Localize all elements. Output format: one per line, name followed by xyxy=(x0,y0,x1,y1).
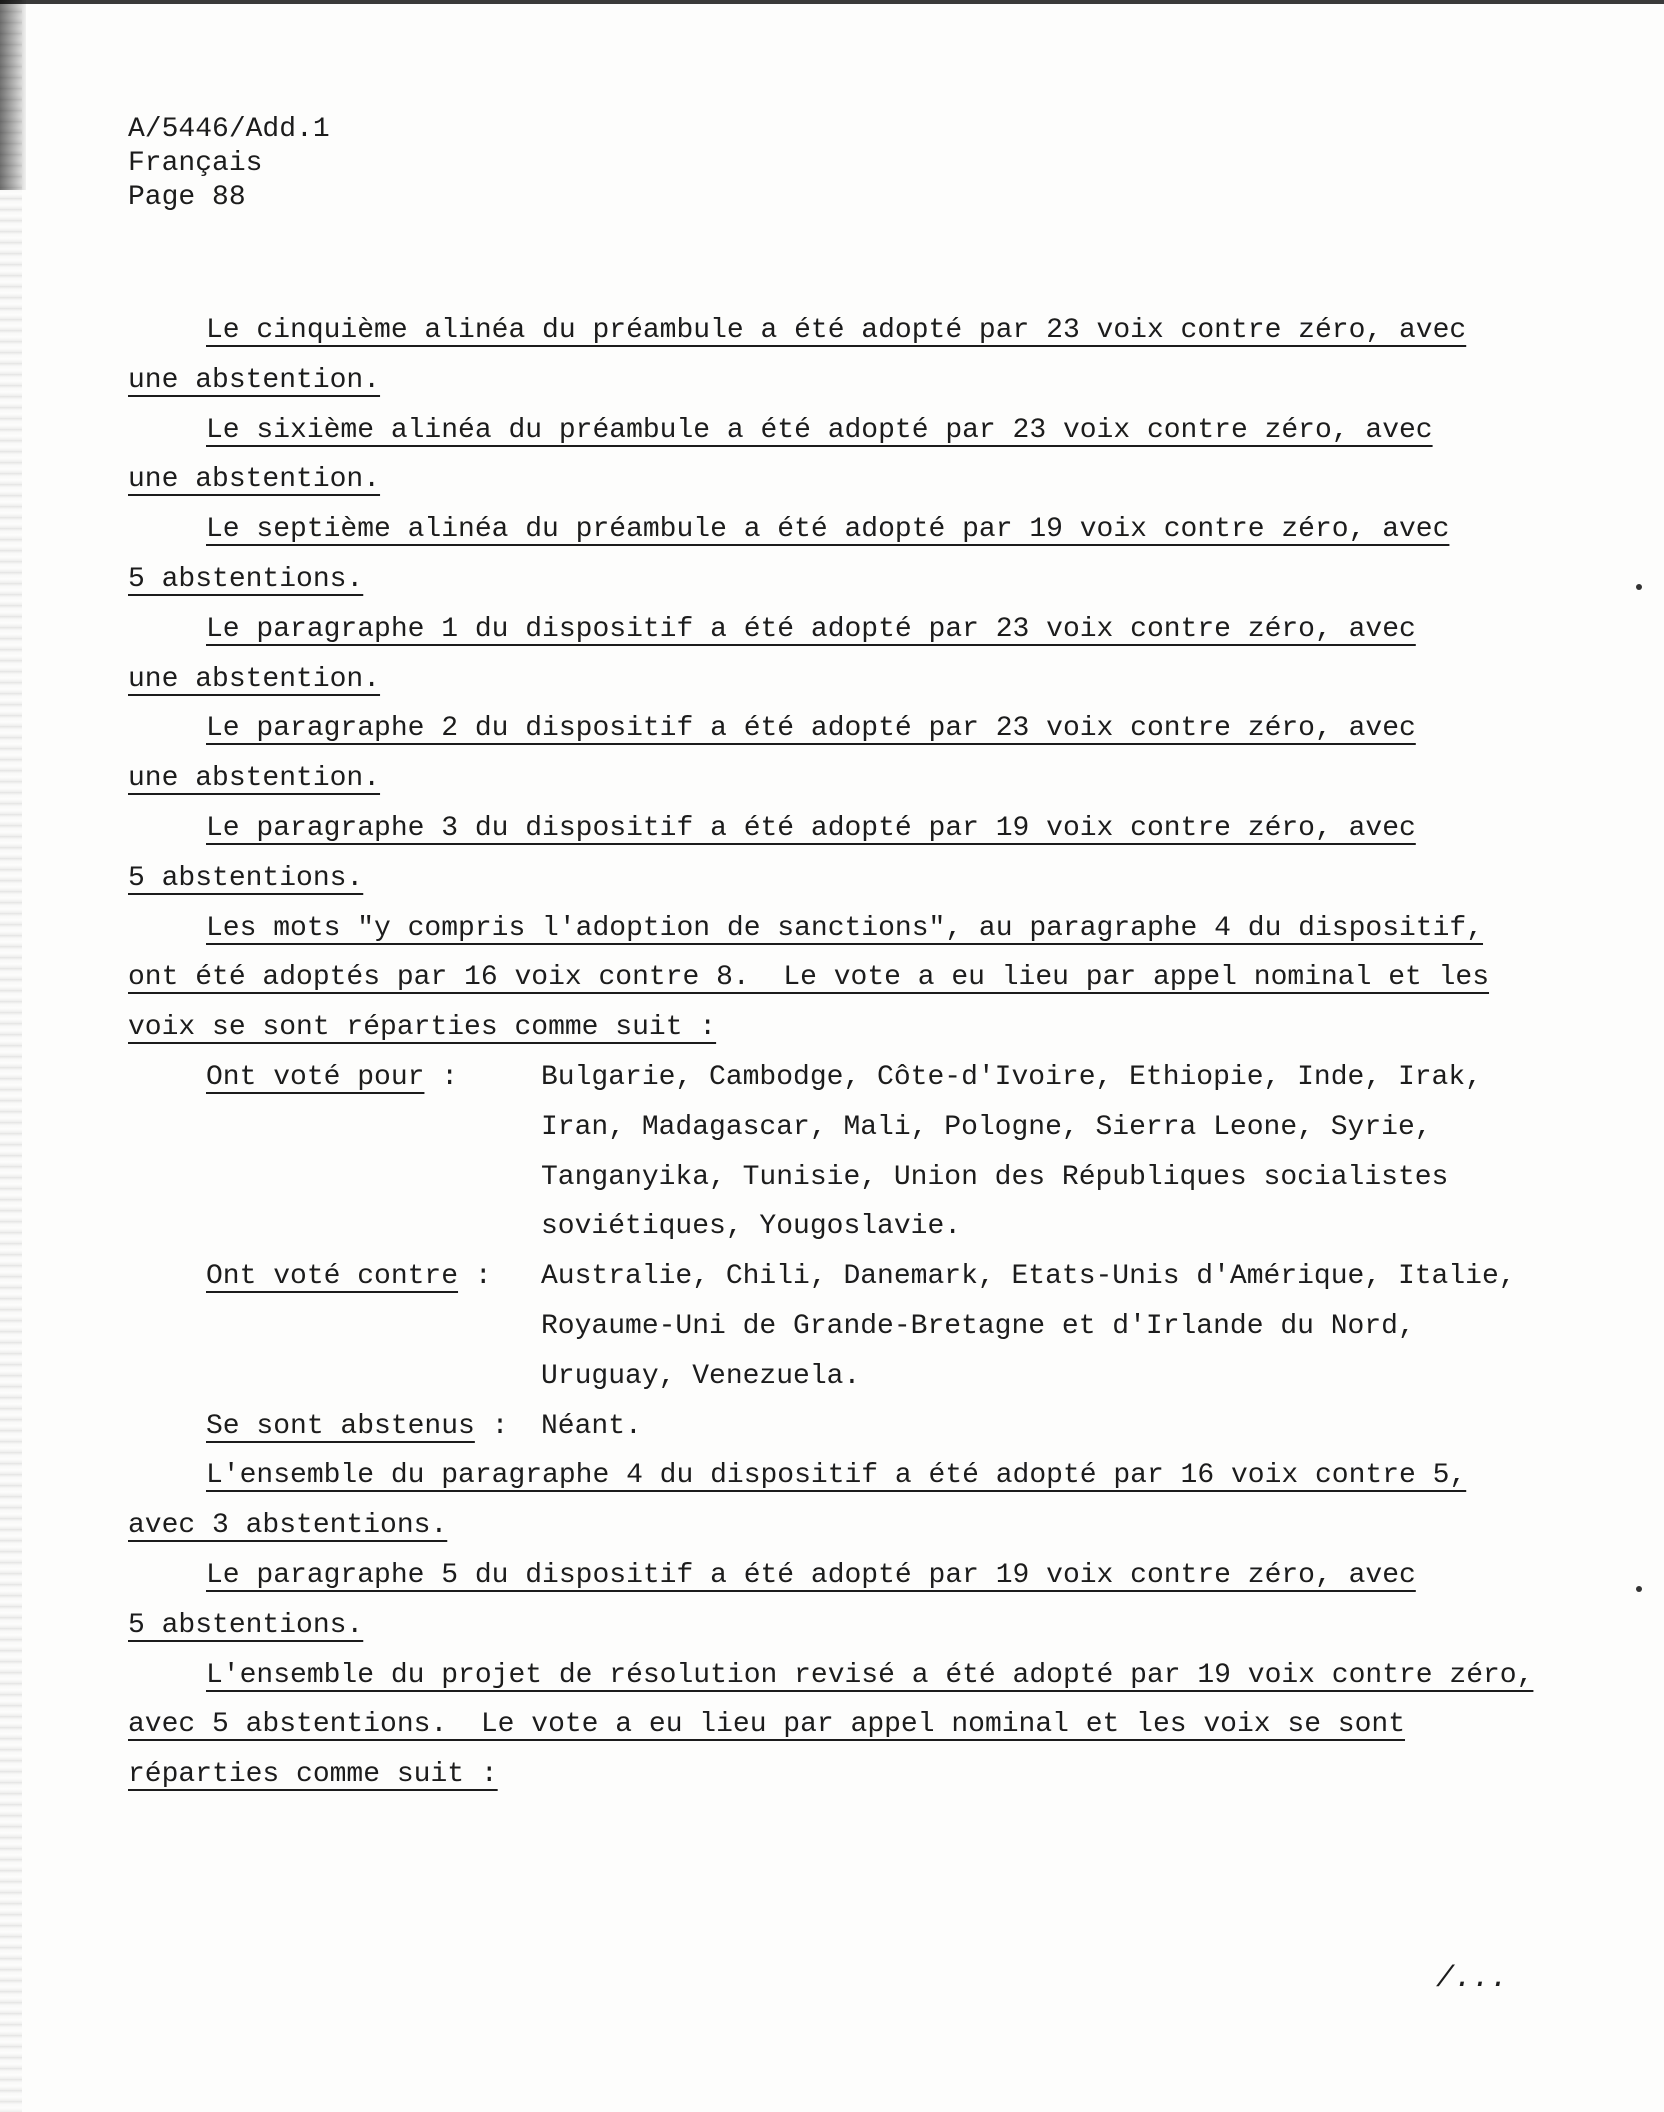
document-body xyxy=(128,306,1534,1800)
paragraph-text: 5 abstentions. xyxy=(128,862,364,894)
paragraph-line xyxy=(128,1700,1528,1750)
vote-against-label: Ont voté contre xyxy=(206,1261,459,1293)
paragraph-line xyxy=(128,1651,1534,1701)
vote-label xyxy=(128,1252,541,1302)
scan-speck xyxy=(1636,584,1642,590)
vote-abstain-countries: Néant. xyxy=(541,1410,642,1442)
paragraph-line xyxy=(128,854,1528,904)
vote-for-countries: Bulgarie, Cambodge, Côte-d'Ivoire, Ethiopie, Inde, Irak, Iran, Madagascar, Mali, Pologne, Sierra Leone, Syrie, Tanganyika, Tunisie, Union des Républiques socialistes soviétiques, Yougoslavie. xyxy=(541,1061,1482,1243)
document-symbol: A/5446/Add.1 xyxy=(128,114,330,145)
paragraph-text: une abstention. xyxy=(128,364,381,396)
words-vote-text: voix se sont réparties comme suit : xyxy=(128,1012,717,1044)
roll-call-against xyxy=(128,1252,1528,1401)
paragraph-line xyxy=(128,555,1528,605)
paragraph-line xyxy=(128,1601,1528,1651)
paragraph-line xyxy=(128,1003,1528,1053)
paragraph-text: Le paragraphe 2 du dispositif a été adopté par 23 voix contre zéro, avec xyxy=(206,713,1416,745)
page-number: Page 88 xyxy=(128,182,246,213)
paragraph-text: Le paragraphe 3 du dispositif a été adopté par 19 voix contre zéro, avec xyxy=(206,812,1416,844)
paragraph-line xyxy=(128,406,1528,456)
paragraph-text: 5 abstentions. xyxy=(128,1609,364,1641)
roll-call-abstain xyxy=(128,1402,1528,1452)
resolution-text: avec 5 abstentions. Le vote a eu lieu par appel nominal et les voix se sont xyxy=(128,1709,1406,1741)
vote-colon: : xyxy=(474,1261,492,1293)
paragraph-line xyxy=(128,655,1528,705)
document-language: Français xyxy=(128,148,263,179)
resolution-text: réparties comme suit : xyxy=(128,1759,498,1791)
paragraph-text: une abstention. xyxy=(128,464,381,496)
paragraph-line xyxy=(128,904,1528,954)
scan-speck xyxy=(1636,1586,1642,1592)
paragraph-line xyxy=(128,704,1528,754)
resolution-text: L'ensemble du projet de résolution revisé a été adopté par 19 voix contre zéro, xyxy=(206,1659,1534,1691)
paragraph-text: Le sixième alinéa du préambule a été adopté par 23 voix contre zéro, avec xyxy=(206,414,1433,446)
paragraph-text: avec 3 abstentions. xyxy=(128,1510,448,1542)
paragraph-line xyxy=(128,1551,1528,1601)
scan-edge-left xyxy=(0,0,22,2112)
paragraph-text: Le paragraphe 5 du dispositif a été adopté par 19 voix contre zéro, avec xyxy=(206,1559,1416,1591)
continuation-mark: /... xyxy=(1436,1962,1509,1996)
scan-corner-shadow xyxy=(0,0,26,190)
paragraph-line xyxy=(128,754,1528,804)
words-vote-text: Les mots "y compris l'adoption de sanctions", au paragraphe 4 du dispositif, xyxy=(206,912,1484,944)
paragraph-text: Le cinquième alinéa du préambule a été adopté par 23 voix contre zéro, avec xyxy=(206,315,1467,346)
vote-abstain-label: Se sont abstenus xyxy=(206,1410,475,1442)
vote-label xyxy=(128,1053,541,1103)
paragraph-text: Le septième alinéa du préambule a été adopté par 19 voix contre zéro, avec xyxy=(206,514,1450,546)
paragraph-line xyxy=(128,455,1528,505)
vote-colon: : xyxy=(441,1061,459,1093)
paragraph-line xyxy=(128,1501,1528,1551)
paragraph-text: L'ensemble du paragraphe 4 du dispositif a été adopté par 16 voix contre 5, xyxy=(206,1460,1467,1492)
vote-colon: : xyxy=(491,1410,509,1442)
paragraph-line xyxy=(128,1451,1528,1501)
roll-call-for xyxy=(128,1053,1528,1252)
paragraph-line xyxy=(128,306,1528,356)
document-header xyxy=(128,113,330,215)
vote-for-label: Ont voté pour xyxy=(206,1061,425,1093)
words-vote-text: ont été adoptés par 16 voix contre 8. Le vote a eu lieu par appel nominal et les xyxy=(128,962,1490,994)
paragraph-line xyxy=(128,1750,1528,1800)
paragraph-line xyxy=(128,953,1528,1003)
paragraph-line xyxy=(128,605,1528,655)
paragraph-text: Le paragraphe 1 du dispositif a été adopté par 23 voix contre zéro, avec xyxy=(206,613,1416,645)
paragraph-line xyxy=(128,356,1528,406)
paragraph-text: une abstention. xyxy=(128,763,381,795)
paragraph-line xyxy=(128,505,1528,555)
vote-label xyxy=(128,1402,541,1452)
paragraph-text: 5 abstentions. xyxy=(128,563,364,595)
paragraph-text: une abstention. xyxy=(128,663,381,695)
scan-edge-top xyxy=(0,0,1664,4)
vote-against-countries: Australie, Chili, Danemark, Etats-Unis d'Amérique, Italie, Royaume-Uni de Grande-Bretagne et d'Irlande du Nord, Uruguay, Venezuela. xyxy=(541,1261,1516,1392)
paragraph-line xyxy=(128,804,1528,854)
